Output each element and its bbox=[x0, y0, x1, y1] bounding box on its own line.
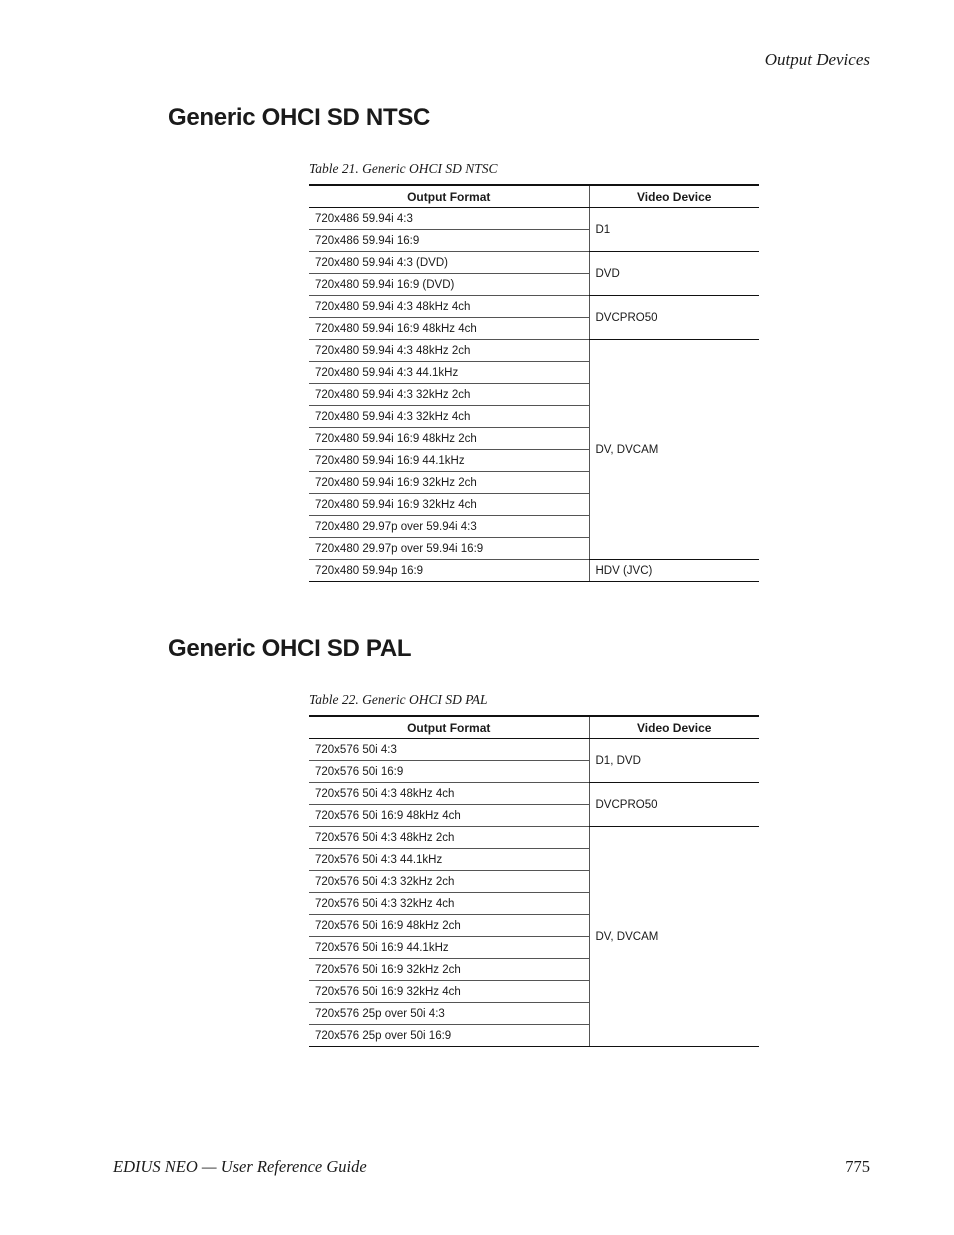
column-header-video-device: Video Device bbox=[589, 716, 759, 739]
page-number: 775 bbox=[845, 1157, 870, 1176]
section-title-pal: Generic OHCI SD PAL bbox=[168, 635, 412, 662]
output-format-cell: 720x480 59.94i 4:3 32kHz 2ch bbox=[309, 384, 589, 406]
output-format-cell: 720x576 50i 16:9 32kHz 2ch bbox=[309, 959, 589, 981]
output-format-cell: 720x480 59.94i 16:9 32kHz 2ch bbox=[309, 472, 589, 494]
footer-guide-title: EDIUS NEO — User Reference Guide bbox=[113, 1157, 367, 1176]
output-format-cell: 720x480 59.94i 4:3 32kHz 4ch bbox=[309, 406, 589, 428]
output-format-cell: 720x576 50i 4:3 44.1kHz bbox=[309, 849, 589, 871]
table-caption-ntsc: Table 21. Generic OHCI SD NTSC bbox=[309, 161, 498, 176]
output-format-cell: 720x480 29.97p over 59.94i 4:3 bbox=[309, 516, 589, 538]
output-format-cell: 720x576 50i 16:9 48kHz 4ch bbox=[309, 805, 589, 827]
output-format-cell: 720x480 59.94i 4:3 44.1kHz bbox=[309, 362, 589, 384]
output-format-cell: 720x576 50i 4:3 32kHz 2ch bbox=[309, 871, 589, 893]
video-device-cell: D1, DVD bbox=[589, 739, 759, 783]
output-format-cell: 720x576 50i 4:3 48kHz 2ch bbox=[309, 827, 589, 849]
column-header-output-format: Output Format bbox=[309, 716, 589, 739]
table-row bbox=[309, 560, 759, 582]
output-format-cell: 720x486 59.94i 4:3 bbox=[309, 208, 589, 230]
output-format-cell: 720x480 59.94i 4:3 48kHz 2ch bbox=[309, 340, 589, 362]
output-format-cell: 720x480 59.94i 16:9 48kHz 4ch bbox=[309, 318, 589, 340]
table-row bbox=[309, 827, 759, 849]
video-device-cell: HDV (JVC) bbox=[589, 560, 759, 582]
output-format-cell: 720x576 50i 4:3 32kHz 4ch bbox=[309, 893, 589, 915]
output-format-cell: 720x480 59.94i 4:3 (DVD) bbox=[309, 252, 589, 274]
column-header-output-format: Output Format bbox=[309, 185, 589, 208]
video-device-cell: DV, DVCAM bbox=[589, 827, 759, 1047]
table-row bbox=[309, 296, 759, 318]
output-format-cell: 720x576 25p over 50i 16:9 bbox=[309, 1025, 589, 1047]
table-row bbox=[309, 252, 759, 274]
table-row bbox=[309, 340, 759, 362]
section-title-ntsc: Generic OHCI SD NTSC bbox=[168, 104, 431, 131]
output-format-cell: 720x576 50i 16:9 32kHz 4ch bbox=[309, 981, 589, 1003]
output-format-cell: 720x486 59.94i 16:9 bbox=[309, 230, 589, 252]
table-caption-pal: Table 22. Generic OHCI SD PAL bbox=[309, 692, 488, 707]
video-device-cell: DVCPRO50 bbox=[589, 296, 759, 340]
output-format-cell: 720x480 59.94p 16:9 bbox=[309, 560, 589, 582]
running-header: Output Devices bbox=[764, 50, 870, 69]
pal-output-table bbox=[309, 715, 759, 1047]
output-format-cell: 720x576 50i 4:3 bbox=[309, 739, 589, 761]
column-header-video-device: Video Device bbox=[589, 185, 759, 208]
table-row bbox=[309, 783, 759, 805]
output-format-cell: 720x480 59.94i 16:9 44.1kHz bbox=[309, 450, 589, 472]
output-format-cell: 720x480 29.97p over 59.94i 16:9 bbox=[309, 538, 589, 560]
ntsc-output-table bbox=[309, 184, 759, 582]
output-format-cell: 720x480 59.94i 16:9 32kHz 4ch bbox=[309, 494, 589, 516]
output-format-cell: 720x480 59.94i 4:3 48kHz 4ch bbox=[309, 296, 589, 318]
table-row bbox=[309, 739, 759, 761]
video-device-cell: DV, DVCAM bbox=[589, 340, 759, 560]
table-row bbox=[309, 208, 759, 230]
output-format-cell: 720x576 50i 16:9 48kHz 2ch bbox=[309, 915, 589, 937]
output-format-cell: 720x480 59.94i 16:9 48kHz 2ch bbox=[309, 428, 589, 450]
output-format-cell: 720x480 59.94i 16:9 (DVD) bbox=[309, 274, 589, 296]
output-format-cell: 720x576 50i 16:9 bbox=[309, 761, 589, 783]
video-device-cell: DVCPRO50 bbox=[589, 783, 759, 827]
output-format-cell: 720x576 50i 16:9 44.1kHz bbox=[309, 937, 589, 959]
output-format-cell: 720x576 50i 4:3 48kHz 4ch bbox=[309, 783, 589, 805]
video-device-cell: DVD bbox=[589, 252, 759, 296]
video-device-cell: D1 bbox=[589, 208, 759, 252]
output-format-cell: 720x576 25p over 50i 4:3 bbox=[309, 1003, 589, 1025]
